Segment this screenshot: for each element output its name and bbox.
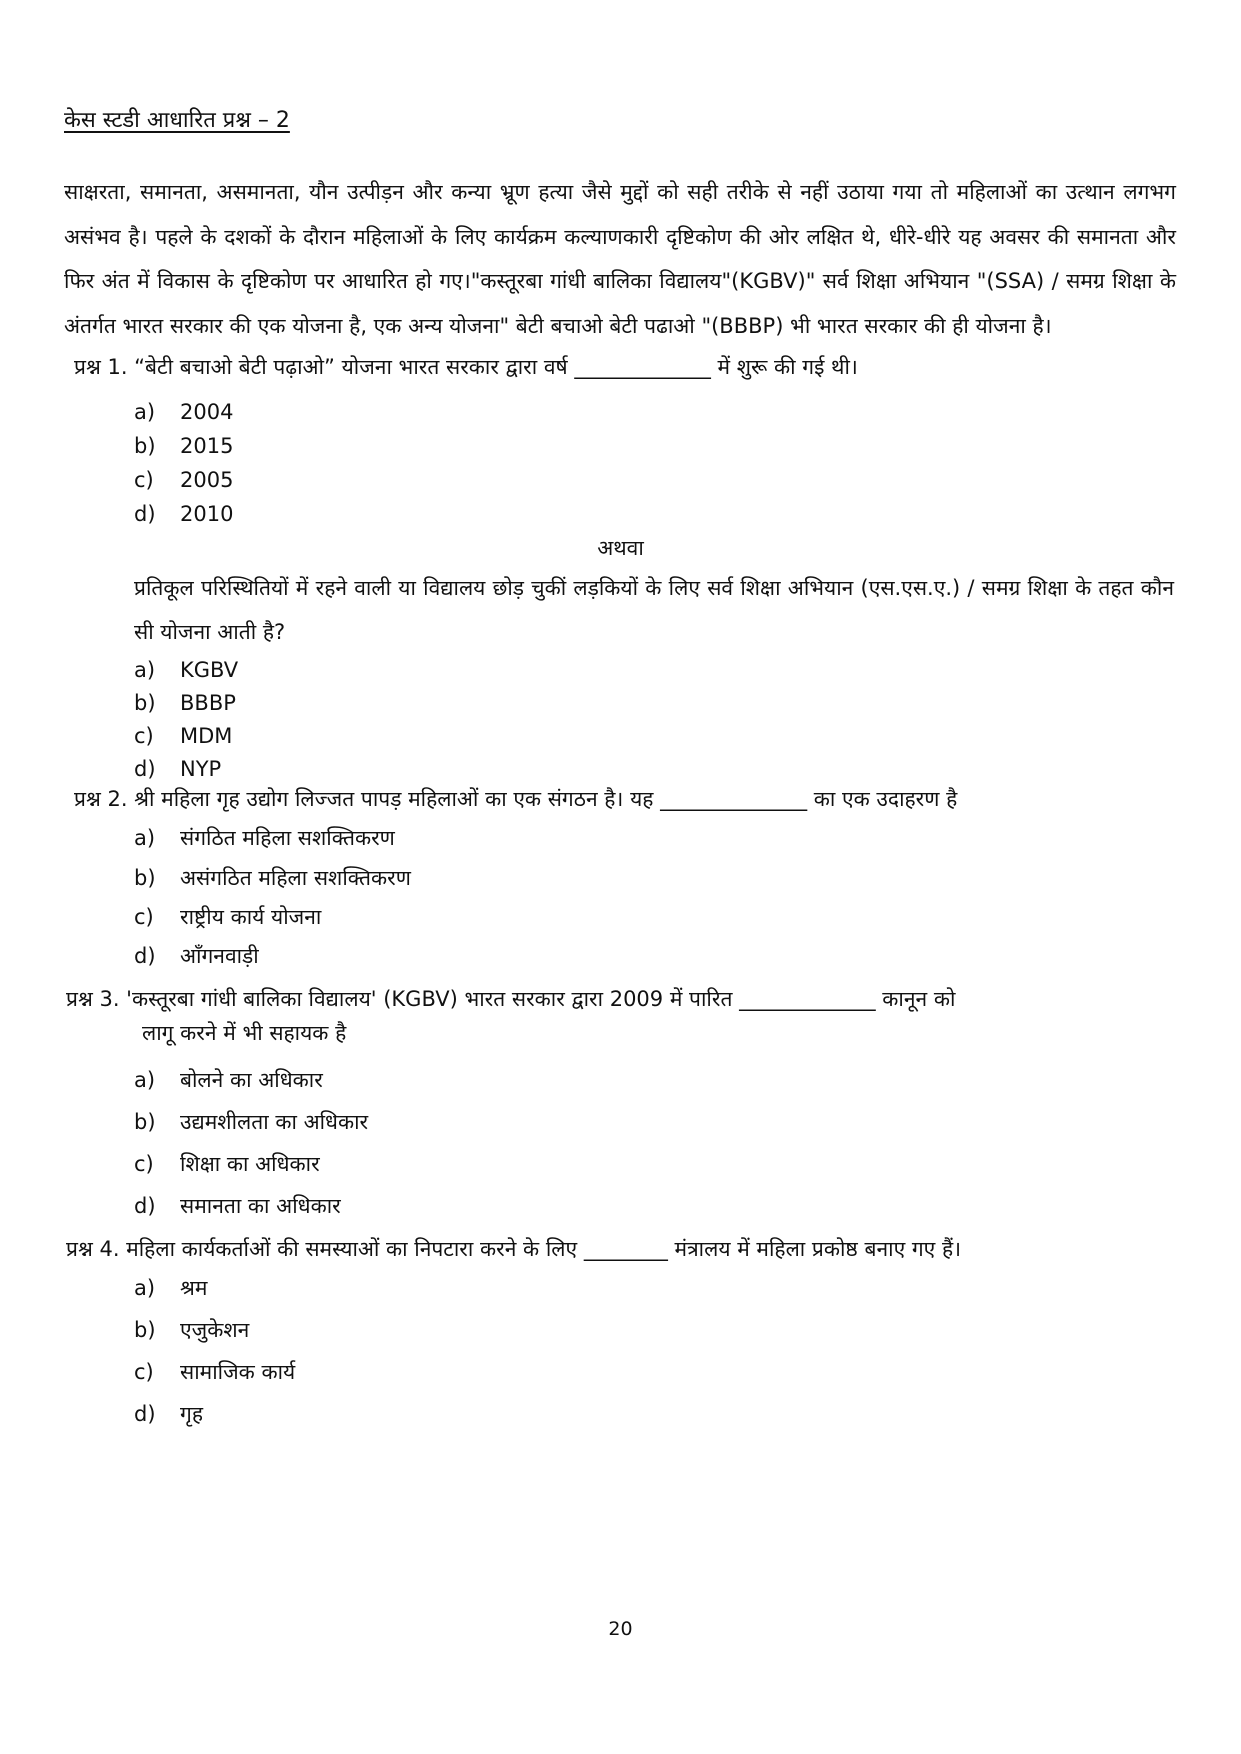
or-label: अथवा <box>597 536 644 560</box>
q2-option-a <box>134 820 395 856</box>
section-heading: केस स्टडी आधारित प्रश्न – 2 <box>64 108 290 133</box>
option-key: c) <box>134 1360 154 1384</box>
option-text: उद्यमशीलता का अधिकार <box>180 1110 369 1134</box>
page-number: 20 <box>608 1618 633 1640</box>
option-key: d) <box>134 757 156 781</box>
q1-option-c <box>134 462 233 498</box>
q1-option-a <box>134 394 233 430</box>
q4-option-c <box>134 1354 295 1390</box>
q2-option-b <box>134 860 411 896</box>
option-text: 2015 <box>180 434 234 458</box>
option-text: एजुकेशन <box>180 1318 250 1342</box>
option-key: a) <box>134 658 156 682</box>
option-key: a) <box>134 1068 156 1092</box>
question-2: प्रश्न 2. श्री महिला गृह उद्योग लिज्जत पापड़ महिलाओं का एक संगठन है। यह ______________ का एक उदाहरण है <box>74 787 958 811</box>
option-key: b) <box>134 1110 156 1134</box>
option-text: सामाजिक कार्य <box>180 1360 296 1384</box>
option-text: NYP <box>180 757 222 781</box>
q1-alt-option-b <box>134 685 236 721</box>
question-4: प्रश्न 4. महिला कार्यकर्ताओं की समस्याओं का निपटारा करने के लिए ________ मंत्रालय में महिला प्रकोष्ठ बनाए गए हैं। <box>66 1237 962 1261</box>
option-key: d) <box>134 1402 156 1426</box>
option-text: समानता का अधिकार <box>180 1194 341 1218</box>
q4-option-b <box>134 1312 249 1348</box>
option-text: BBBP <box>180 691 236 715</box>
option-key: c) <box>134 905 154 929</box>
q1-option-d <box>134 496 233 532</box>
option-key: d) <box>134 502 156 526</box>
option-text: श्रम <box>180 1276 208 1300</box>
option-text: बोलने का अधिकार <box>180 1068 323 1092</box>
option-text: 2004 <box>180 400 234 424</box>
q3-option-c <box>134 1146 320 1182</box>
option-text: MDM <box>180 724 233 748</box>
option-text: शिक्षा का अधिकार <box>180 1152 320 1176</box>
option-key: d) <box>134 1194 156 1218</box>
option-key: a) <box>134 400 156 424</box>
question-3-line2: लागू करने में भी सहायक है <box>142 1021 347 1045</box>
q1-alt-option-c <box>134 718 232 754</box>
q3-option-d <box>134 1188 341 1224</box>
option-key: b) <box>134 1318 156 1342</box>
option-key: a) <box>134 1276 156 1300</box>
option-key: c) <box>134 468 154 492</box>
q3-option-b <box>134 1104 368 1140</box>
q2-option-d <box>134 938 259 974</box>
option-key: c) <box>134 724 154 748</box>
q4-option-d <box>134 1396 203 1432</box>
option-text: 2005 <box>180 468 234 492</box>
option-key: c) <box>134 1152 154 1176</box>
option-key: d) <box>134 944 156 968</box>
q2-option-c <box>134 899 321 935</box>
q1-alt-option-a <box>134 652 238 688</box>
q4-option-a <box>134 1270 207 1306</box>
question-1: प्रश्न 1. “बेटी बचाओ बेटी पढ़ाओ” योजना भारत सरकार द्वारा वर्ष _____________ में शुरू की गई थी। <box>74 355 858 379</box>
option-text: संगठित महिला सशक्तिकरण <box>180 826 395 850</box>
option-text: 2010 <box>180 502 234 526</box>
case-study-paragraph: साक्षरता, समानता, असमानता, यौन उत्पीड़न और कन्या भ्रूण हत्या जैसे मुद्दों को सही तरीके से नहीं उठाया गया तो महिलाओं का उत्थान लगभग असंभव है। पहले के दशकों के दौरान महिलाओं के लिए कार्यक्रम कल्याणकारी दृष्टिकोण की ओर लक्षित थे, धीरे-धीरे यह अवसर की समानता और फिर अंत में विकास के दृष्टिकोण पर आधारित हो गए।"कस्तूरबा गांधी बालिका विद्यालय"(KGBV)" सर्व शिक्षा अभियान "(SSA) / समग्र शिक्षा के अंतर्गत भारत सरकार की एक योजना है, एक अन्य योजना" बेटी बचाओ बेटी पढाओ "(BBBP) भी भारत सरकार की ही योजना है। <box>64 180 1176 338</box>
option-text: गृह <box>180 1402 203 1426</box>
option-text: आँगनवाड़ी <box>180 944 259 968</box>
question-3: प्रश्न 3. 'कस्तूरबा गांधी बालिका विद्यालय' (KGBV) भारत सरकार द्वारा 2009 में पारित _____________ कानून को <box>66 987 956 1011</box>
option-key: b) <box>134 691 156 715</box>
q1-option-b <box>134 428 233 464</box>
option-key: b) <box>134 866 156 890</box>
option-text: KGBV <box>180 658 239 682</box>
option-text: राष्ट्रीय कार्य योजना <box>180 905 322 929</box>
q3-option-a <box>134 1062 323 1098</box>
option-key: a) <box>134 826 156 850</box>
q1-alternative-question: प्रतिकूल परिस्थितियों में रहने वाली या विद्यालय छोड़ चुकीं लड़कियों के लिए सर्व शिक्षा अभियान (एस.एस.ए.) / समग्र शिक्षा के तहत कौन सी योजना आती है? <box>134 576 1174 644</box>
option-text: असंगठित महिला सशक्तिकरण <box>180 866 411 890</box>
option-key: b) <box>134 434 156 458</box>
